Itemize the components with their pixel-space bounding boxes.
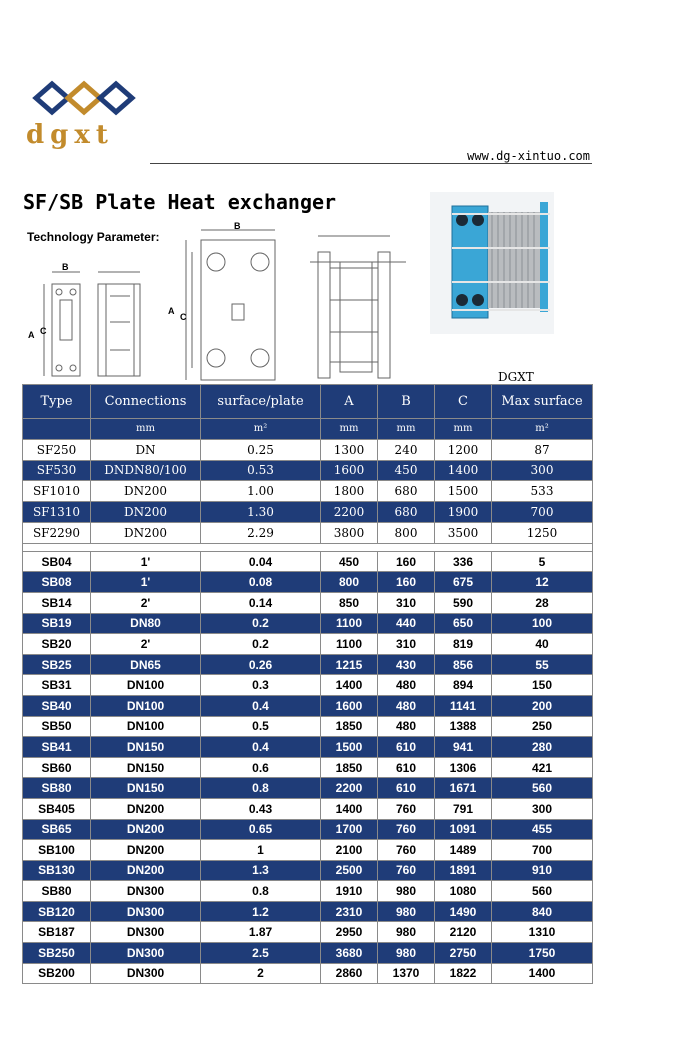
table-cell: 980 (378, 901, 435, 922)
table-spacer-cell (23, 543, 593, 551)
table-cell: 1300 (321, 439, 378, 460)
table-cell: 910 (492, 860, 593, 881)
table-cell: 336 (435, 551, 492, 572)
dimension-label-b-1: B (62, 262, 69, 272)
table-cell: 280 (492, 737, 593, 758)
product-photo (430, 192, 554, 334)
unit-cell: mm (378, 419, 435, 440)
table-row (23, 860, 593, 881)
table-cell: 0.4 (201, 737, 321, 758)
table-cell: SB250 (23, 943, 91, 964)
table-cell: SB80 (23, 881, 91, 902)
table-cell: SF250 (23, 439, 91, 460)
table-cell: 1215 (321, 654, 378, 675)
table-row (23, 901, 593, 922)
table-cell: 760 (378, 798, 435, 819)
table-cell: 2.29 (201, 522, 321, 543)
table-cell: 0.5 (201, 716, 321, 737)
table-cell: 3680 (321, 943, 378, 964)
table-cell: DN150 (91, 778, 201, 799)
table-cell: 150 (492, 675, 593, 696)
unit-cell: mm (321, 419, 378, 440)
table-row (23, 502, 593, 523)
table-cell: SB19 (23, 613, 91, 634)
unit-cell: mm (435, 419, 492, 440)
table-cell: SB08 (23, 572, 91, 593)
header-type: Type (23, 385, 91, 419)
table-cell: 800 (378, 522, 435, 543)
table-cell: SB65 (23, 819, 91, 840)
table-cell: 455 (492, 819, 593, 840)
table-cell: 680 (378, 502, 435, 523)
table-cell: 1370 (378, 963, 435, 984)
table-cell: SB100 (23, 840, 91, 861)
table-cell: 0.26 (201, 654, 321, 675)
table-cell: 1490 (435, 901, 492, 922)
table-row (23, 439, 593, 460)
table-cell: SB120 (23, 901, 91, 922)
table-cell: 2200 (321, 778, 378, 799)
table-cell: SB60 (23, 757, 91, 778)
table-cell: DN65 (91, 654, 201, 675)
table-cell: DN100 (91, 675, 201, 696)
table-cell: SF2290 (23, 522, 91, 543)
table-cell: 980 (378, 881, 435, 902)
table-cell: 2' (91, 634, 201, 655)
table-cell: 1822 (435, 963, 492, 984)
table-cell: 1141 (435, 695, 492, 716)
table-cell: SB50 (23, 716, 91, 737)
dimension-label-a-2: A (168, 306, 175, 316)
table-cell: 0.43 (201, 798, 321, 819)
header-c: C (435, 385, 492, 419)
unit-cell: m² (492, 419, 593, 440)
table-cell: 894 (435, 675, 492, 696)
table-cell: 610 (378, 778, 435, 799)
table-cell: 760 (378, 840, 435, 861)
table-cell: 0.6 (201, 757, 321, 778)
table-cell: 2 (201, 963, 321, 984)
table-cell: DNDN80/100 (91, 460, 201, 481)
table-cell: DN (91, 439, 201, 460)
table-cell: 610 (378, 737, 435, 758)
table-cell: SB20 (23, 634, 91, 655)
table-cell: 941 (435, 737, 492, 758)
table-cell: 450 (378, 460, 435, 481)
table-cell: 1200 (435, 439, 492, 460)
table-cell: 1.00 (201, 481, 321, 502)
table-cell: 791 (435, 798, 492, 819)
table-cell: DN100 (91, 695, 201, 716)
unit-cell (23, 419, 91, 440)
table-cell: 160 (378, 572, 435, 593)
table-row (23, 592, 593, 613)
table-cell: 800 (321, 572, 378, 593)
table-cell: 1600 (321, 460, 378, 481)
table-cell: 700 (492, 502, 593, 523)
dimension-label-c-2: C (180, 312, 187, 322)
table-cell: SB200 (23, 963, 91, 984)
table-cell: 1 (201, 840, 321, 861)
table-cell: 2100 (321, 840, 378, 861)
table-cell: 1.87 (201, 922, 321, 943)
table-cell: SB405 (23, 798, 91, 819)
table-cell: 1671 (435, 778, 492, 799)
table-cell: DN200 (91, 798, 201, 819)
table-cell: 1700 (321, 819, 378, 840)
table-cell: DN300 (91, 943, 201, 964)
table-cell: 0.2 (201, 613, 321, 634)
table-cell: SB25 (23, 654, 91, 675)
table-cell: 1388 (435, 716, 492, 737)
table-cell: 430 (378, 654, 435, 675)
table-cell: 310 (378, 592, 435, 613)
table-cell: SB80 (23, 778, 91, 799)
table-cell: 980 (378, 943, 435, 964)
unit-cell: mm (91, 419, 201, 440)
dimension-label-b-2: B (234, 222, 241, 231)
header-b: B (378, 385, 435, 419)
table-row (23, 654, 593, 675)
table-cell: 850 (321, 592, 378, 613)
table-cell: 819 (435, 634, 492, 655)
table-cell: 28 (492, 592, 593, 613)
table-cell: 1250 (492, 522, 593, 543)
table-cell: 1' (91, 551, 201, 572)
table-row (23, 757, 593, 778)
header-connections: Connections (91, 385, 201, 419)
table-cell: SB04 (23, 551, 91, 572)
table-row (23, 881, 593, 902)
table-cell: 55 (492, 654, 593, 675)
table-cell: 0.3 (201, 675, 321, 696)
table-row (23, 572, 593, 593)
table-cell: 675 (435, 572, 492, 593)
table-cell: SF1010 (23, 481, 91, 502)
table-cell: 760 (378, 819, 435, 840)
table-cell: 5 (492, 551, 593, 572)
table-cell: 856 (435, 654, 492, 675)
table-cell: 1400 (321, 675, 378, 696)
table-cell: 300 (492, 460, 593, 481)
table-cell: 760 (378, 860, 435, 881)
table-cell: DN150 (91, 737, 201, 758)
table-cell: 0.14 (201, 592, 321, 613)
table-cell: SB31 (23, 675, 91, 696)
table-cell: 200 (492, 695, 593, 716)
table-cell: 1500 (435, 481, 492, 502)
table-row (23, 460, 593, 481)
table-cell: 1310 (492, 922, 593, 943)
table-cell: 1306 (435, 757, 492, 778)
photo-caption: DGXT (498, 370, 534, 384)
table-cell: 1400 (492, 963, 593, 984)
table-cell: 480 (378, 716, 435, 737)
table-cell: 1489 (435, 840, 492, 861)
table-cell: 610 (378, 757, 435, 778)
table-cell: 310 (378, 634, 435, 655)
table-cell: 2.5 (201, 943, 321, 964)
table-row (23, 963, 593, 984)
header-max-surface: Max surface (492, 385, 593, 419)
table-cell: 87 (492, 439, 593, 460)
table-cell: DN200 (91, 860, 201, 881)
table-cell: 480 (378, 675, 435, 696)
website-url[interactable]: www.dg-xintuo.com (467, 149, 590, 163)
table-cell: 533 (492, 481, 593, 502)
table-header-row (23, 385, 593, 419)
table-cell: 12 (492, 572, 593, 593)
table-cell: 1850 (321, 757, 378, 778)
table-cell: 2950 (321, 922, 378, 943)
table-cell: 440 (378, 613, 435, 634)
table-row (23, 840, 593, 861)
table-cell: 1100 (321, 613, 378, 634)
table-row (23, 819, 593, 840)
table-cell: DN200 (91, 502, 201, 523)
table-cell: DN200 (91, 840, 201, 861)
table-cell: 0.53 (201, 460, 321, 481)
table-cell: 700 (492, 840, 593, 861)
table-cell: 450 (321, 551, 378, 572)
header-a: A (321, 385, 378, 419)
table-row (23, 675, 593, 696)
table-row (23, 481, 593, 502)
table-cell: 300 (492, 798, 593, 819)
table-cell: 560 (492, 881, 593, 902)
table-cell: 0.2 (201, 634, 321, 655)
table-row (23, 522, 593, 543)
table-cell: 40 (492, 634, 593, 655)
table-cell: 3800 (321, 522, 378, 543)
table-cell: 0.08 (201, 572, 321, 593)
table-cell: SF1310 (23, 502, 91, 523)
table-cell: 1.2 (201, 901, 321, 922)
table-cell: SF530 (23, 460, 91, 481)
table-cell: 840 (492, 901, 593, 922)
table-row (23, 551, 593, 572)
table-cell: DN200 (91, 522, 201, 543)
table-cell: 1800 (321, 481, 378, 502)
table-cell: 250 (492, 716, 593, 737)
logo-text: dgxt (26, 120, 114, 150)
table-cell: 0.25 (201, 439, 321, 460)
table-cell: DN150 (91, 757, 201, 778)
table-cell: 650 (435, 613, 492, 634)
table-cell: DN100 (91, 716, 201, 737)
table-cell: 1910 (321, 881, 378, 902)
table-cell: 0.8 (201, 881, 321, 902)
table-cell: SB40 (23, 695, 91, 716)
table-cell: 0.65 (201, 819, 321, 840)
table-cell: 100 (492, 613, 593, 634)
table-cell: 421 (492, 757, 593, 778)
table-row (23, 922, 593, 943)
table-cell: 2500 (321, 860, 378, 881)
table-cell: 2310 (321, 901, 378, 922)
unit-row (23, 419, 593, 440)
table-cell: DN80 (91, 613, 201, 634)
table-row (23, 737, 593, 758)
table-cell: 1400 (435, 460, 492, 481)
header-divider (150, 163, 592, 164)
header-surface-plate: surface/plate (201, 385, 321, 419)
specification-table (22, 384, 593, 984)
table-cell: DN200 (91, 819, 201, 840)
table-row (23, 695, 593, 716)
table-cell: 1' (91, 572, 201, 593)
table-cell: 0.8 (201, 778, 321, 799)
dimension-label-a-1: A (28, 330, 35, 340)
table-cell: 1400 (321, 798, 378, 819)
table-cell: 1091 (435, 819, 492, 840)
table-cell: 160 (378, 551, 435, 572)
table-cell: 2200 (321, 502, 378, 523)
table-cell: 1500 (321, 737, 378, 758)
table-cell: 1891 (435, 860, 492, 881)
table-cell: 240 (378, 439, 435, 460)
table-cell: 590 (435, 592, 492, 613)
table-cell: SB41 (23, 737, 91, 758)
table-cell: 680 (378, 481, 435, 502)
table-cell: DN300 (91, 963, 201, 984)
table-cell: 2860 (321, 963, 378, 984)
table-cell: 1.30 (201, 502, 321, 523)
table-cell: 2120 (435, 922, 492, 943)
table-cell: 480 (378, 695, 435, 716)
table-cell: 0.04 (201, 551, 321, 572)
table-cell: 2' (91, 592, 201, 613)
table-cell: 560 (492, 778, 593, 799)
table-cell: SB130 (23, 860, 91, 881)
table-row (23, 716, 593, 737)
table-cell: SB187 (23, 922, 91, 943)
technical-drawings (26, 222, 426, 384)
dimension-label-c-1: C (40, 326, 47, 336)
table-cell: 1100 (321, 634, 378, 655)
table-row (23, 613, 593, 634)
table-cell: DN300 (91, 901, 201, 922)
table-row (23, 943, 593, 964)
table-cell: 1080 (435, 881, 492, 902)
table-cell: 3500 (435, 522, 492, 543)
table-cell: DN300 (91, 922, 201, 943)
table-row (23, 798, 593, 819)
table-cell: 1750 (492, 943, 593, 964)
table-row (23, 634, 593, 655)
table-cell: 1600 (321, 695, 378, 716)
table-cell: 1850 (321, 716, 378, 737)
table-cell: DN300 (91, 881, 201, 902)
table-spacer (23, 543, 593, 551)
table-cell: 1900 (435, 502, 492, 523)
table-row (23, 778, 593, 799)
table-cell: 2750 (435, 943, 492, 964)
table-cell: 0.4 (201, 695, 321, 716)
table-cell: DN200 (91, 481, 201, 502)
table-cell: 980 (378, 922, 435, 943)
table-cell: 1.3 (201, 860, 321, 881)
technology-parameter-label: Technology Parameter: (27, 230, 160, 244)
unit-cell: m² (201, 419, 321, 440)
table-cell: SB14 (23, 592, 91, 613)
page-title: SF/SB Plate Heat exchanger (23, 190, 337, 214)
